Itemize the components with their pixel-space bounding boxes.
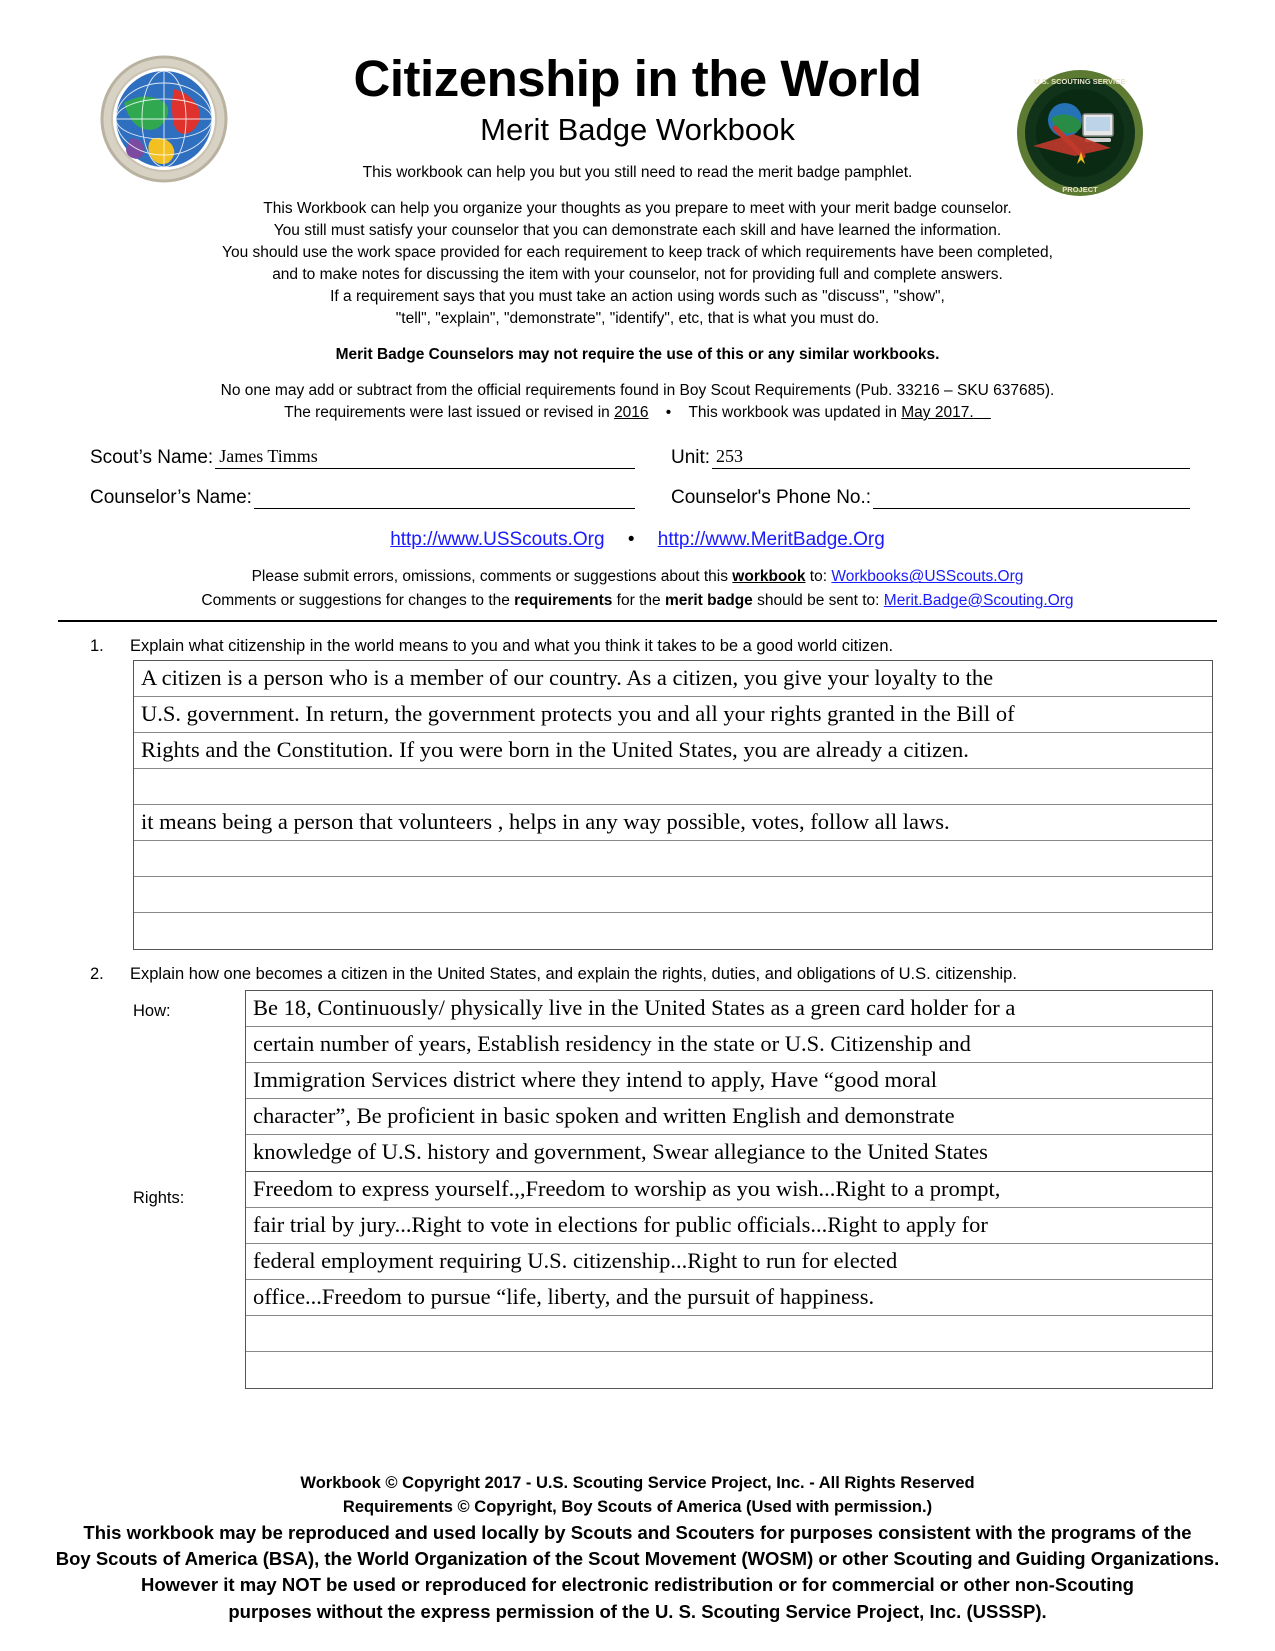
answer-line[interactable] [246, 1027, 1212, 1063]
footer-line-3: This workbook may be reproduced and used locally by Scouts and Scouters for purposes consistent with the programs of the [83, 1521, 1192, 1543]
answer-line[interactable] [246, 1172, 1212, 1208]
scout-name-label: Scout’s Name: [90, 447, 214, 469]
answer-line-text: knowledge of U.S. history and government, Swear allegiance to the United States [253, 1138, 988, 1164]
answer-line[interactable] [246, 1208, 1212, 1244]
scout-name-input[interactable] [215, 446, 635, 469]
intro-line: You should use the work space provided for each requirement to keep track of which requirements have been completed, [222, 243, 1053, 261]
intro-line: This Workbook can help you organize your thoughts as you prepare to meet with your merit badge counselor. [263, 199, 1012, 217]
workbook-keyword: workbook [732, 568, 806, 586]
requirement-1-heading [90, 636, 1213, 657]
submit2-text-b: for the [612, 591, 665, 609]
links-separator: • [627, 529, 635, 551]
page-subtitle: Merit Badge Workbook [480, 111, 795, 147]
unit-label: Unit: [670, 447, 711, 469]
usssp-seal-icon [1015, 68, 1145, 198]
rights-answer-box[interactable] [245, 1171, 1213, 1389]
updated-date: May 2017. [901, 404, 974, 422]
answer-line-text: Immigration Services district where they intend to apply, Have “good moral [253, 1066, 937, 1092]
answer-line-text: fair trial by jury...Right to vote in elections for public officials...Right to apply for [253, 1211, 988, 1237]
svg-text:PROJECT: PROJECT [1062, 185, 1098, 194]
merit-badge-patch-icon [100, 55, 228, 183]
answer-line[interactable] [134, 697, 1212, 733]
answer-line[interactable] [134, 805, 1212, 841]
how-answer-box[interactable] [245, 990, 1213, 1171]
intro-line: "tell", "explain", "demonstrate", "identify", etc, that is what you must do. [395, 309, 880, 327]
requirements-keyword: requirements [514, 591, 613, 609]
answer-line-text: character”, Be proficient in basic spoken and written English and demonstrate [253, 1102, 955, 1128]
scout-name-value: James Timms [219, 446, 318, 467]
answer-line-text: A citizen is a person who is a member of our country. As a citizen, you give your loyalty to the [141, 665, 994, 691]
intro-line: If a requirement says that you must take an action using words such as "discuss", "show", [330, 287, 945, 305]
note-separator: • [665, 404, 672, 422]
answer-line[interactable] [134, 661, 1212, 697]
requirement-1-answer-box[interactable] [133, 660, 1213, 950]
answer-line-text: certain number of years, Establish residency in the state or U.S. Citizenship and [253, 1030, 971, 1056]
how-label: How: [133, 1001, 171, 1020]
meritbadge-email-link[interactable]: Merit.Badge@Scouting.Org [883, 591, 1074, 609]
requirement-1 [0, 636, 1275, 950]
field-row-name-unit [90, 446, 1190, 469]
answer-line[interactable] [246, 1063, 1212, 1099]
page-footer [0, 1472, 1275, 1625]
footer-line-2: Requirements © Copyright, Boy Scouts of America (Used with permission.) [342, 1498, 933, 1517]
requirements-year: 2016 [614, 404, 649, 422]
requirement-1-number: 1. [90, 636, 104, 655]
svg-text:U.S. SCOUTING SERVICE: U.S. SCOUTING SERVICE [1034, 77, 1126, 86]
rights-label: Rights: [133, 1188, 185, 1207]
submit-note-line1 [0, 565, 1275, 588]
requirement-1-text: Explain what citizenship in the world means to you and what you think it takes to be a good world citizen. [130, 636, 894, 655]
answer-line[interactable] [246, 1352, 1212, 1388]
submit2-text-a: Comments or suggestions for changes to the [201, 591, 515, 609]
answer-line[interactable] [134, 913, 1212, 949]
scout-name-field[interactable] [90, 446, 635, 469]
counselor-name-input[interactable] [254, 486, 635, 509]
answer-line[interactable] [246, 1135, 1212, 1171]
link-meritbadge[interactable]: http://www.MeritBadge.Org [657, 529, 885, 551]
requirement-2-heading [90, 964, 1213, 985]
header-divider [58, 620, 1217, 622]
field-row-counselor [90, 486, 1190, 509]
counselor-phone-input[interactable] [873, 486, 1190, 509]
footer-line-1: Workbook © Copyright 2017 - U.S. Scouting Service Project, Inc. - All Rights Reserved [300, 1474, 975, 1493]
counselor-name-label: Counselor’s Name: [90, 487, 252, 509]
answer-line-text: Rights and the Constitution. If you were born in the United States, you are already a citizen. [141, 737, 969, 763]
submit-note [0, 565, 1275, 612]
counselor-name-field[interactable] [90, 486, 635, 509]
answer-line-text: it means being a person that volunteers , helps in any way possible, votes, follow all laws. [141, 809, 950, 835]
requirement-2-number: 2. [90, 965, 104, 984]
requirement-2-text: Explain how one becomes a citizen in the United States, and explain the rights, duties, and obligations of U.S. citizenship. [130, 965, 1017, 984]
requirement-2-rights-row [133, 1171, 1213, 1389]
link-usscouts[interactable]: http://www.USScouts.Org [390, 529, 605, 551]
official-requirements-note [0, 380, 1275, 425]
intro-line: and to make notes for discussing the item with your counselor, not for providing full and complete answers. [272, 265, 1003, 283]
answer-line-text: office...Freedom to pursue “life, liberty, and the pursuit of happiness. [253, 1283, 875, 1309]
answer-line[interactable] [246, 1244, 1212, 1280]
answer-line[interactable] [134, 769, 1212, 805]
requirement-2 [0, 964, 1275, 1388]
workbooks-email-link[interactable]: Workbooks@USScouts.Org [831, 568, 1024, 586]
counselor-phone-label: Counselor's Phone No.: [670, 487, 872, 509]
requirement-2-how-row [133, 990, 1213, 1171]
footer-line-4: Boy Scouts of America (BSA), the World Organization of the Scout Movement (WOSM) or other Scouting and Guiding Organizations. [55, 1548, 1220, 1570]
answer-line-text: Freedom to express yourself.,,Freedom to worship as you wish...Right to a prompt, [253, 1175, 1001, 1201]
unit-field[interactable] [671, 446, 1190, 469]
footer-line-5: However it may NOT be used or reproduced for electronic redistribution or for commercial or other non-Scouting [141, 1574, 1134, 1596]
unit-value: 253 [716, 446, 744, 467]
submit-text-a: Please submit errors, omissions, comments or suggestions about this [251, 568, 733, 586]
unit-input[interactable] [712, 446, 1190, 469]
scout-info-fields [0, 446, 1275, 509]
revised-prefix: The requirements were last issued or revised in [284, 404, 615, 422]
answer-line[interactable] [134, 841, 1212, 877]
official-note-line1: No one may add or subtract from the official requirements found in Boy Scout Requirements (Pub. 33216 – SKU 637685). [220, 381, 1055, 399]
submit-text-b: to: [805, 568, 832, 586]
meritbadge-keyword: merit badge [664, 591, 753, 609]
site-links [0, 529, 1275, 551]
answer-line[interactable] [246, 991, 1212, 1027]
footer-line-6: purposes without the express permission of the U. S. Scouting Service Project, Inc. (USSSP). [228, 1600, 1047, 1622]
answer-line[interactable] [134, 877, 1212, 913]
intro-line: You still must satisfy your counselor that you can demonstrate each skill and have learned the information. [273, 221, 1002, 239]
official-note-line2 [0, 402, 1275, 424]
answer-line-text: U.S. government. In return, the government protects you and all your rights granted in the Bill of [141, 701, 1015, 727]
submit-note-line2 [0, 589, 1275, 612]
requirement-2-answer-area [133, 990, 1213, 1389]
counselor-phone-field[interactable] [671, 486, 1190, 509]
document-header [0, 0, 1275, 424]
answer-line[interactable] [246, 1280, 1212, 1316]
intro-paragraph [0, 198, 1275, 330]
counselor-note: Merit Badge Counselors may not require the use of this or any similar workbooks. [335, 345, 940, 363]
answer-line-text: Be 18, Continuously/ physically live in the United States as a green card holder for a [253, 994, 1016, 1020]
answer-line-text: federal employment requiring U.S. citizenship...Right to run for elected [253, 1247, 898, 1273]
answer-line[interactable] [246, 1099, 1212, 1135]
answer-line[interactable] [246, 1316, 1212, 1352]
submit2-text-c: should be sent to: [752, 591, 884, 609]
answer-line[interactable] [134, 733, 1212, 769]
tagline: This workbook can help you but you still need to read the merit badge pamphlet. [362, 163, 913, 181]
page-title: Citizenship in the World [353, 50, 922, 107]
updated-prefix: This workbook was updated in [688, 404, 902, 422]
